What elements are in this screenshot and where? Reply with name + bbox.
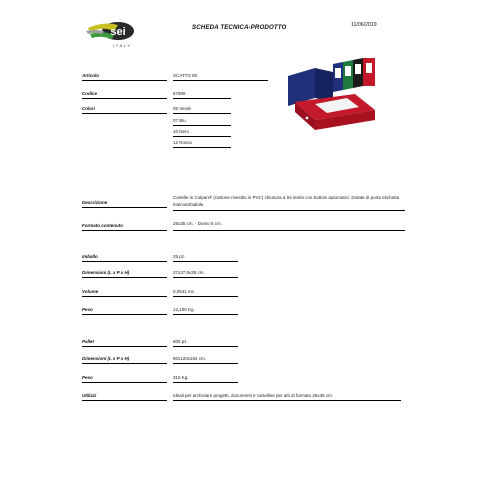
divider: [82, 80, 167, 81]
document-date: 11/06/2019: [351, 22, 377, 28]
divider: [82, 113, 167, 114]
divider: [173, 382, 238, 383]
value-dimensioni: 37x37,5x35 cm.: [173, 270, 205, 275]
divider: [82, 98, 167, 99]
value-utilizzi: Ideali per archiviare progetti, documenti e cartelline per atti di formato 25x35 cm.: [173, 393, 334, 398]
logo-text: sei: [110, 26, 126, 38]
value-volume: 0,0541 mc.: [173, 289, 196, 294]
divider: [82, 314, 167, 315]
value-pallet: 600 pz.: [173, 339, 188, 344]
divider: [82, 277, 167, 278]
value-imballo: 25 pz.: [173, 254, 186, 259]
label-peso: Peso: [82, 307, 93, 312]
logo-subtitle: ITALY: [113, 43, 132, 48]
label-formato: Formato contenuto: [82, 223, 123, 228]
value-descrizione: Cartelle in Colpan® (cartone rivestito in PVC) chiusura a tre lembi con bottoni automatici. Dotate di porta etichetta intercambiabile.: [173, 195, 400, 207]
value-peso-pallet: 310 Kg.: [173, 375, 189, 380]
divider: [173, 113, 231, 114]
divider: [173, 346, 238, 347]
value-articolo: SCATTO 80: [173, 73, 198, 78]
divider: [173, 147, 231, 148]
label-dimensioni: Dimensioni (L x P x H): [82, 270, 130, 275]
label-dimensioni-pallet: Dimensioni (L x P x H): [82, 356, 130, 361]
label-peso-pallet: Peso: [82, 375, 93, 380]
label-articolo: Articolo: [82, 73, 100, 78]
sei-logo: [84, 18, 154, 54]
label-colori: Colori: [82, 106, 95, 111]
divider: [173, 98, 231, 99]
divider: [82, 382, 167, 383]
divider: [173, 296, 238, 297]
value-colore: 10 Nero: [173, 129, 190, 134]
label-codice: Codice: [82, 91, 98, 96]
page-title: SCHEDA TECNICA-PRODOTTO: [192, 24, 287, 31]
value-colore: 07 Blu: [173, 118, 186, 123]
value-dimensioni-pallet: 80x120x164 cm.: [173, 356, 207, 361]
divider: [173, 230, 405, 231]
divider: [173, 363, 238, 364]
divider: [82, 363, 167, 364]
divider: [82, 346, 167, 347]
divider: [82, 296, 167, 297]
divider: [173, 136, 231, 137]
divider: [173, 80, 268, 81]
label-volume: Volume: [82, 289, 99, 294]
value-formato: 25x35 cm. - Dorso 8 cm.: [173, 221, 223, 226]
value-peso: 12,100 Kg.: [173, 307, 195, 312]
divider: [82, 207, 167, 208]
value-codice: 67908: [173, 91, 186, 96]
divider: [82, 400, 167, 401]
divider: [173, 277, 238, 278]
value-colore: 05 Verde: [173, 106, 192, 111]
divider: [173, 261, 238, 262]
divider: [82, 261, 167, 262]
product-image: [285, 58, 380, 133]
label-utilizzi: Utilizzi: [82, 393, 97, 398]
label-pallet: Pallet: [82, 339, 95, 344]
divider: [173, 314, 238, 315]
label-descrizione: Descrizione: [82, 200, 108, 205]
divider: [82, 230, 167, 231]
divider: [173, 125, 231, 126]
value-colore: 12 Rosso: [173, 140, 193, 145]
divider: [173, 400, 401, 401]
label-imballo: Imballo: [82, 254, 98, 259]
divider: [173, 210, 405, 211]
